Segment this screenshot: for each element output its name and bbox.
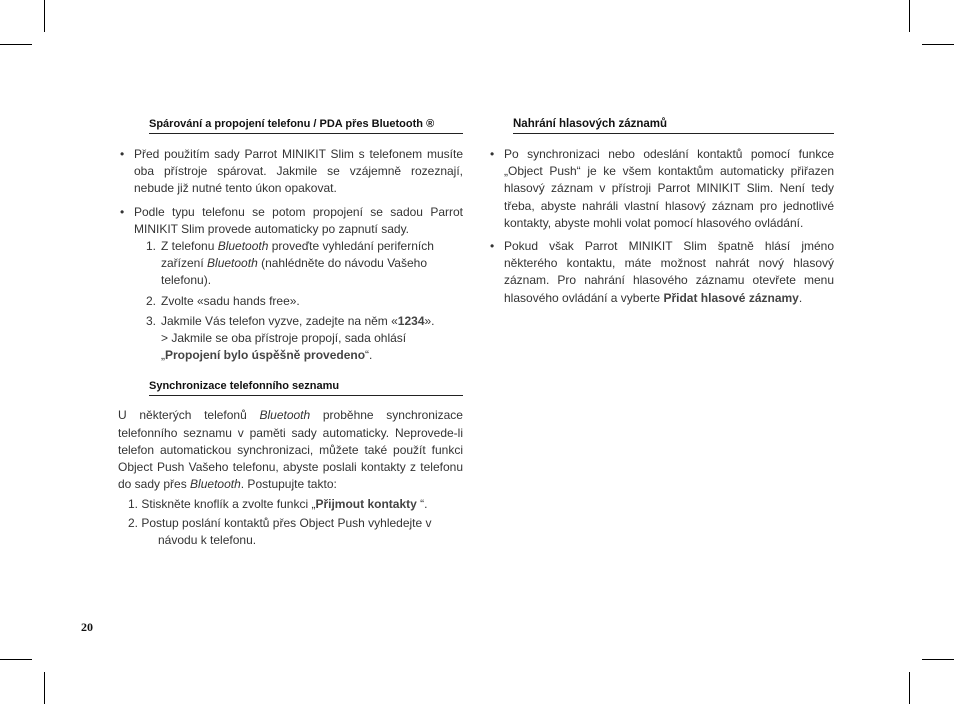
list-item [118,146,463,198]
section-heading-sync: Synchronizace telefonního seznamu [149,378,463,396]
success-message: Propojení bylo úspěšně provedeno [165,348,366,363]
crop-mark [0,659,32,660]
bullet: • [120,204,125,219]
bullet-text: Před použitím sady Parrot MINIKIT Slim s telefonem musíte oba přístroje spárovat. Jakmile se vzájemně rozeznají, nebude již nutné tento úkon opakovat. [134,147,463,196]
right-column [488,116,834,307]
sync-steps [128,496,463,549]
crop-mark [0,44,32,45]
crop-mark [44,0,45,32]
section-heading-voice: Nahrání hlasových záznamů [513,116,834,134]
page-number: 20 [81,620,93,634]
section-heading-pairing: Spárování a propojení telefonu / PDA přes Bluetooth ® [149,116,463,134]
step-item: 1. Stiskněte knoflík a zvolte funkci „Přijmout kontakty “. [128,497,428,512]
list-item [488,146,834,232]
pairing-steps [146,238,463,364]
step-item: 3. Jakmile Vás telefon vyzve, zadejte na něm «1234». > Jakmile se oba přístroje propojí, sada ohlásí „Propojení bylo úspěšně provedeno“. [146,313,435,363]
crop-mark [44,672,45,704]
left-column [118,116,463,549]
list-item [118,204,463,238]
pairing-code: 1234 [397,313,425,328]
bullet: • [490,239,495,254]
sync-paragraph: U některých telefonů Bluetooth proběhne synchronizace telefonního seznamu v paměti sady automaticky. Neprovede-li telefon automatickou synchronizaci, můžete také použít funkci Object Push Vašeho telefonu, abyste poslali kontakty z telefonu do sady přes Bluetooth. Postupujte takto: [118,408,463,492]
crop-mark [922,659,954,660]
step-number: 1. [146,239,157,254]
bullet-text: Po synchronizaci nebo odeslání kontaktů pomocí funkce „Object Push“ je ke všem kontaktům automaticky přiřazen hlasový záznam v přístroji Parrot MINIKIT Slim. Není tedy třeba, abyste nahráli vlastní hlasový záznam pro jednotlivé kontakty, abyste mohli volat pomocí hlasového ovládání. [504,147,834,230]
crop-mark [909,672,910,704]
bullet: • [120,147,125,161]
bullet: • [490,147,495,161]
receive-contacts-label: Přijmout kontakty [315,497,417,512]
bullet-text: Podle typu telefonu se potom propojení se sadou Parrot MINIKIT Slim provede automaticky po zapnutí sady. [134,204,463,236]
step-number: 2. [128,515,139,530]
step-number: 1. [128,497,139,512]
bullet-text: Pokud však Parrot MINIKIT Slim špatně hlásí jméno některého kontaktu, máte možnost nahrát nový hlasový záznam. Pro nahrání hlasového záznamu otevřete menu hlasového ovládání a vyberte Přidat hlasové záznamy. [504,239,834,305]
step-number: 3. [146,313,157,328]
step-item: 1. Z telefonu Bluetooth proveďte vyhledání periferních zařízení Bluetooth (nahlédněte do návodu Vašeho telefonu). [146,239,434,288]
step-item: 2. Postup poslání kontaktů přes Object Push vyhledejte v návodu k telefonu. [128,515,432,547]
crop-mark [909,0,910,32]
step-number: 2. [146,293,157,308]
crop-mark [922,44,954,45]
list-item [488,238,834,307]
add-voice-tags-label: Přidat hlasové záznamy [663,290,799,305]
step-item: 2. Zvolte «sadu hands free». [146,293,463,310]
